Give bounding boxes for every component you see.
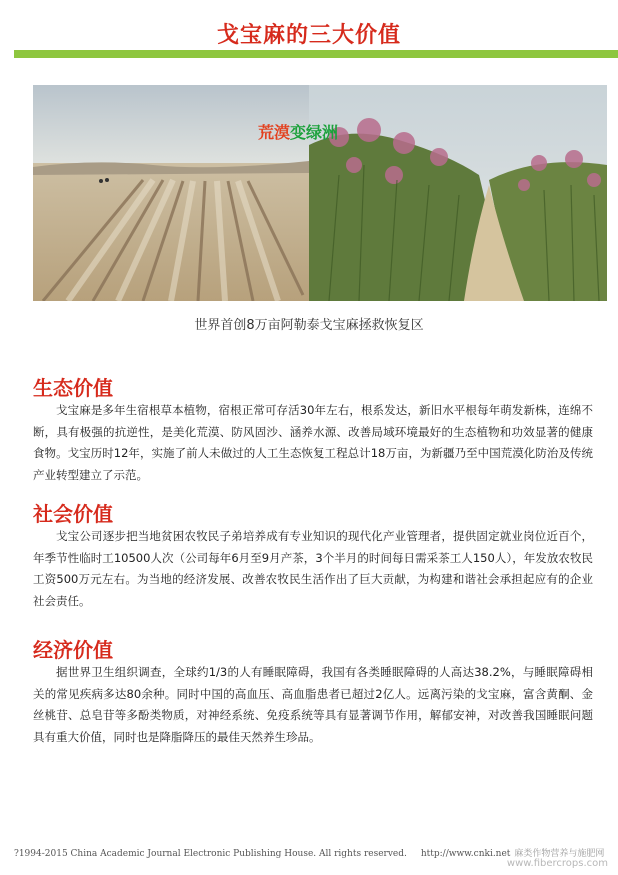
overlay-slogan	[258, 120, 338, 143]
section-heading-economy: 经济价值	[33, 638, 113, 662]
section-text-social: 戈宝公司逐步把当地贫困农牧民子弟培养成有专业知识的现代化产业管理者，提供固定就业岗位近百个，年季节性临时工10500人次（公司每年6月至9月产茶，3个半月的时间每日需采茶工人150人），年发放农牧民工资500万元左右。为当地的经济发展、改善农牧民生活作出了巨大贡献，为构建和谐社会承担起应有的企业社会责任。	[33, 529, 593, 608]
section-heading-ecology: 生态价值	[33, 376, 113, 400]
oasis-photo-right	[309, 85, 607, 301]
section-text-economy: 据世界卫生组织调查，全球约1/3的人有睡眠障碍，我国有各类睡眠障碍的人高达38.2%，与睡眠障碍相关的常见疾病多达80余种。同时中国的高血压、高血脂患者已超过2亿人。远离污染的戈宝麻，富含黄酮、金丝桃苷、总皂苷等多酚类物质，对神经系统、免疫系统等具有显著调节作用，解郁安神，对改善我国睡眠问题具有重大价值，同时也是降脂降压的最佳天然养生珍品。	[33, 665, 593, 744]
overlay-slogan-part2: 变绿洲	[290, 123, 339, 142]
footer-watermark: 麻类作物营养与施肥网	[514, 849, 605, 859]
desert-to-oasis-photo	[33, 85, 607, 301]
footer-watermark-url: www.fibercrops.com	[506, 858, 608, 869]
desert-photo-left	[33, 85, 309, 301]
photo-caption: 世界首创8万亩阿勒泰戈宝麻拯救恢复区	[194, 318, 424, 333]
page-title: 戈宝麻的三大价值	[216, 23, 401, 48]
footer-copyright: ?1994-2015 China Academic Journal Electronic Publishing House. All rights reserved.	[14, 849, 407, 859]
title-divider	[14, 50, 618, 58]
overlay-slogan-part1: 荒漠	[258, 123, 291, 142]
section-heading-social: 社会价值	[33, 502, 113, 526]
section-text-ecology: 戈宝麻是多年生宿根草本植物，宿根正常可存活30年左右，根系发达，新旧水平根每年萌发新株，连绵不断，具有极强的抗逆性，是美化荒漠、防风固沙、涵养水源、改善局域环境最好的生态植物和功效显著的健康食物。戈宝历时12年，实施了前人未做过的人工生态恢复工程总计18万亩，为新疆乃至中国荒漠化防治及传统产业转型建立了示范。	[33, 403, 593, 482]
footer-site-link[interactable]: http://www.cnki.net	[420, 849, 511, 859]
